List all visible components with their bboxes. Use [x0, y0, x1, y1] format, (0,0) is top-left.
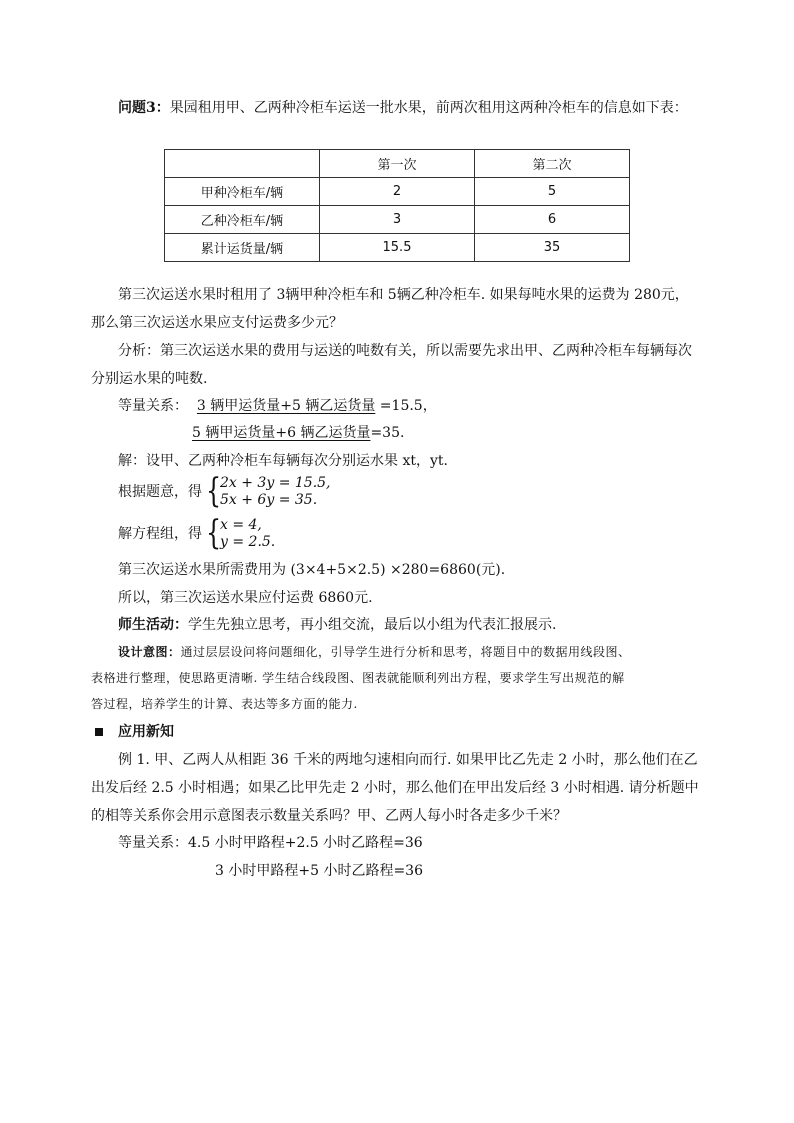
analysis-line1: 分析：第三次运送水果的费用与运送的吨数有关，所以需要先求出甲、乙两种冷柜车每辆每次	[118, 343, 692, 359]
design-line1	[118, 641, 631, 663]
problem3-line	[118, 98, 688, 118]
system2-prefix: 解方程组，得	[118, 526, 202, 542]
system1-eq2: 5x + 6y = 35.	[220, 492, 318, 508]
equal-tail: =15.5，	[375, 398, 437, 414]
brace-symbol: {	[206, 471, 222, 511]
table-header-cell: 第一次	[320, 150, 475, 178]
equal-tail: =35.	[370, 425, 405, 441]
solve-line: 解：设甲、乙两种冷柜车每辆每次分别运水果 xt，yt.	[118, 453, 448, 469]
equal-relation-2	[192, 423, 404, 443]
cost-line: 第三次运送水果所需费用为 (3×4+5×2.5) ×280=6860(元).	[118, 562, 506, 578]
example-equal-label: 等量关系：	[118, 835, 188, 851]
para1-line2: 那么第三次运送水果应支付运费多少元？	[91, 315, 343, 331]
example-line3: 的相等关系你会用示意图表示数量关系吗？甲、乙两人每小时各走多少千米？	[91, 808, 567, 824]
system2-eq2: y = 2.5.	[220, 534, 276, 550]
table-cell: 35	[475, 234, 630, 262]
table-row	[165, 234, 630, 262]
equal-label: 等量关系：	[118, 398, 188, 414]
table-header-row	[165, 150, 630, 178]
table-cell: 2	[320, 178, 475, 206]
table-row	[165, 178, 630, 206]
design-line3: 答过程，培养学生的计算、表达等多方面的能力.	[91, 697, 358, 711]
info-table	[164, 149, 630, 262]
brace-symbol: {	[206, 513, 222, 553]
problem3-text: 果园租用甲、乙两种冷柜车运送一批水果，前两次租用这两种冷柜车的信息如下表：	[169, 100, 688, 116]
conclusion-line: 所以，第三次运送水果应付运费 6860元.	[118, 590, 373, 606]
system1-prefix: 根据题意，得	[118, 484, 202, 500]
table-cell	[165, 150, 320, 178]
activity-label: 师生活动：	[118, 617, 188, 633]
design-text: 通过层层设问将问题细化，引导学生进行分析和思考，将题目中的数据用线段图、	[180, 645, 631, 659]
system1-eq1: 2x + 3y = 15.5,	[220, 475, 331, 491]
table-cell: 5	[475, 178, 630, 206]
table-cell: 6	[475, 206, 630, 234]
analysis-line2: 分别运水果的吨数.	[91, 371, 208, 387]
table-header-cell: 第二次	[475, 150, 630, 178]
equal-underlined: 3 辆甲运货量+5 辆乙运货量	[196, 398, 376, 414]
table-cell: 15.5	[320, 234, 475, 262]
system2-eq1: x = 4,	[220, 517, 262, 533]
problem3-label: 问题3：	[118, 100, 170, 116]
table-row-label: 累计运货量/辆	[165, 234, 320, 262]
activity-line	[118, 615, 556, 635]
table-row	[165, 206, 630, 234]
design-label: 设计意图：	[118, 645, 181, 659]
design-line2: 表格进行整理，使思路更清晰. 学生结合线段图、图表就能顺利列出方程，要求学生写出规范的解	[91, 671, 625, 685]
equal-relation-1	[118, 396, 437, 416]
activity-text: 学生先独立思考，再小组交流，最后以小组为代表汇报展示.	[188, 617, 557, 633]
table-cell: 3	[320, 206, 475, 234]
para1-line1: 第三次运送水果时租用了 3辆甲种冷柜车和 5辆乙种冷柜车. 如果每吨水果的运费为 280元，	[118, 287, 689, 303]
example-line1: 例 1. 甲、乙两人从相距 36 千米的两地匀速相向而行. 如果甲比乙先走 2 小时，那么他们在乙	[118, 752, 698, 768]
equal-underlined: 5 辆甲运货量+6 辆乙运货量	[192, 425, 371, 441]
section-title: 应用新知	[118, 724, 174, 740]
table-row-label: 甲种冷柜车/辆	[165, 178, 320, 206]
section-bullet-icon	[95, 728, 103, 736]
example-equal-1	[118, 833, 423, 853]
table-row-label: 乙种冷柜车/辆	[165, 206, 320, 234]
example-equal-eq1: 4.5 小时甲路程+2.5 小时乙路程=36	[188, 835, 423, 851]
example-equal-2: 3 小时甲路程+5 小时乙路程=36	[215, 863, 423, 879]
example-line2: 出发后经 2.5 小时相遇；如果乙比甲先走 2 小时，那么他们在甲出发后经 3 小时相遇. 请分析题中	[91, 780, 699, 796]
